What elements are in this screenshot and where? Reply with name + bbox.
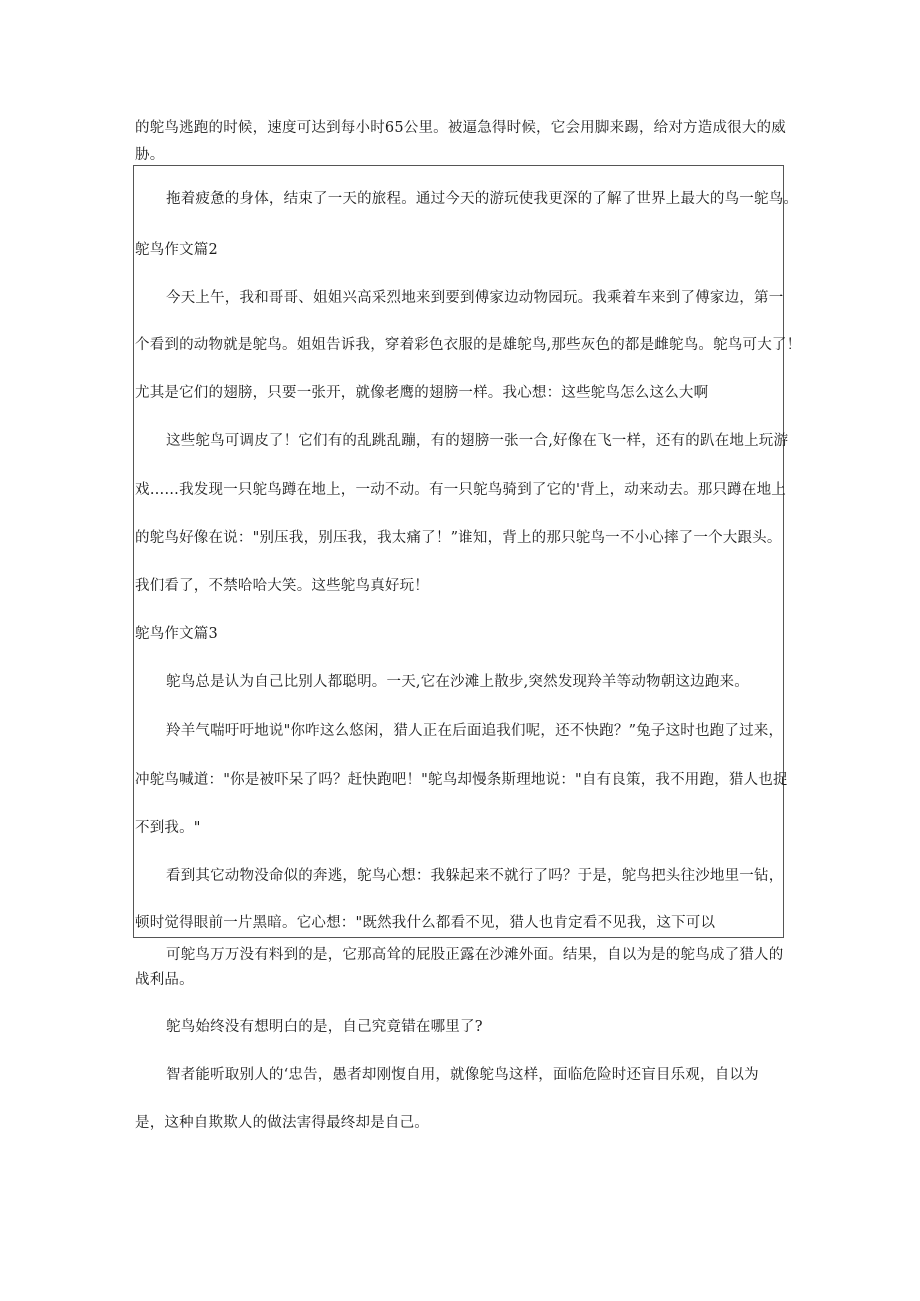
paragraph-line: 战利品。 [135,972,194,988]
paragraph-line: 是，这种自欺欺人的做法害得最终却是自己。 [135,1115,429,1131]
paragraph-line: 的鸵鸟好像在说："别压我，别压我，我太痛了！”谁知，背上的那只鸵鸟一不小心摔了一个大跟头。 [135,530,782,546]
paragraph-line: 我们看了，不禁哈哈大笑。这些鸵鸟真好玩！ [135,578,429,594]
paragraph-line: 不到我。" [135,820,201,836]
paragraph-line: 胁。 [135,147,165,163]
paragraph-line: 拖着疲惫的身体，结束了一天的旅程。通过今天的游玩使我更深的了解了世界上最大的鸟一鸵鸟。 [166,191,799,207]
paragraph-line: 智者能听取别人的‘忠告，愚者却刚愎自用，就像鸵鸟这样，面临危险时还盲目乐观，自以为 [166,1067,759,1083]
paragraph-line: 顿时觉得眼前一片黑暗。它心想："既然我什么都看不见，猎人也肯定看不见我，这下可以 [135,915,716,931]
paragraph-line: 看到其它动物没命似的奔逃，鸵鸟心想：我躲起来不就行了吗？于是，鸵鸟把头往沙地里一钻， [166,868,784,884]
paragraph-line: 的鸵鸟逃跑的时候，速度可达到每小时65公里。被逼急得时候，它会用脚来踢，给对方造成很大的威 [135,120,786,136]
section-heading: 鸵鸟作文篇2 [135,242,218,258]
paragraph-line: 鸵鸟总是认为自己比别人都聪明。一天,它在沙滩上散步,突然发现羚羊等动物朝这边跑来。 [166,674,749,690]
paragraph-line: 戏……我发现一只鸵鸟蹲在地上，一动不动。有一只鸵鸟骑到了它的'背上，动来动去。那只蹲在地上 [135,482,786,498]
section-heading: 鸵鸟作文篇3 [135,626,218,642]
paragraph-line: 羚羊气喘吁吁地说"你咋这么悠闲，猎人正在后面追我们呢，还不快跑？”兔子这时也跑了过来， [166,723,784,739]
bordered-text-frame [133,165,784,938]
paragraph-line: 冲鸵鸟喊道："你是被吓呆了吗？赶快跑吧！"鸵鸟却慢条斯理地说："自有良策，我不用跑，猎人也捉 [135,772,788,788]
paragraph-line: 个看到的动物就是鸵鸟。姐姐告诉我，穿着彩色衣服的是雄鸵鸟,那些灰色的都是雌鸵鸟。鸵鸟可大了！ [135,337,802,353]
paragraph-line: 这些鸵鸟可调皮了！它们有的乱跳乱蹦，有的翅膀一张一合,好像在飞一样，还有的趴在地上玩游 [166,433,789,449]
paragraph-line: 尤其是它们的翅膀，只要一张开，就像老鹰的翅膀一样。我心想：这些鸵鸟怎么这么大啊 [135,385,709,401]
paragraph-line: 鸵鸟始终没有想明白的是，自己究竟错在哪里了? [166,1019,483,1035]
paragraph-line: 今天上午，我和哥哥、姐姐兴高采烈地来到要到傅家边动物园玩。我乘着车来到了傅家边，第一 [166,290,784,306]
paragraph-line: 可鸵鸟万万没有料到的是，它那高耸的屁股正露在沙滩外面。结果，自以为是的鸵鸟成了猎人的 [166,947,784,963]
